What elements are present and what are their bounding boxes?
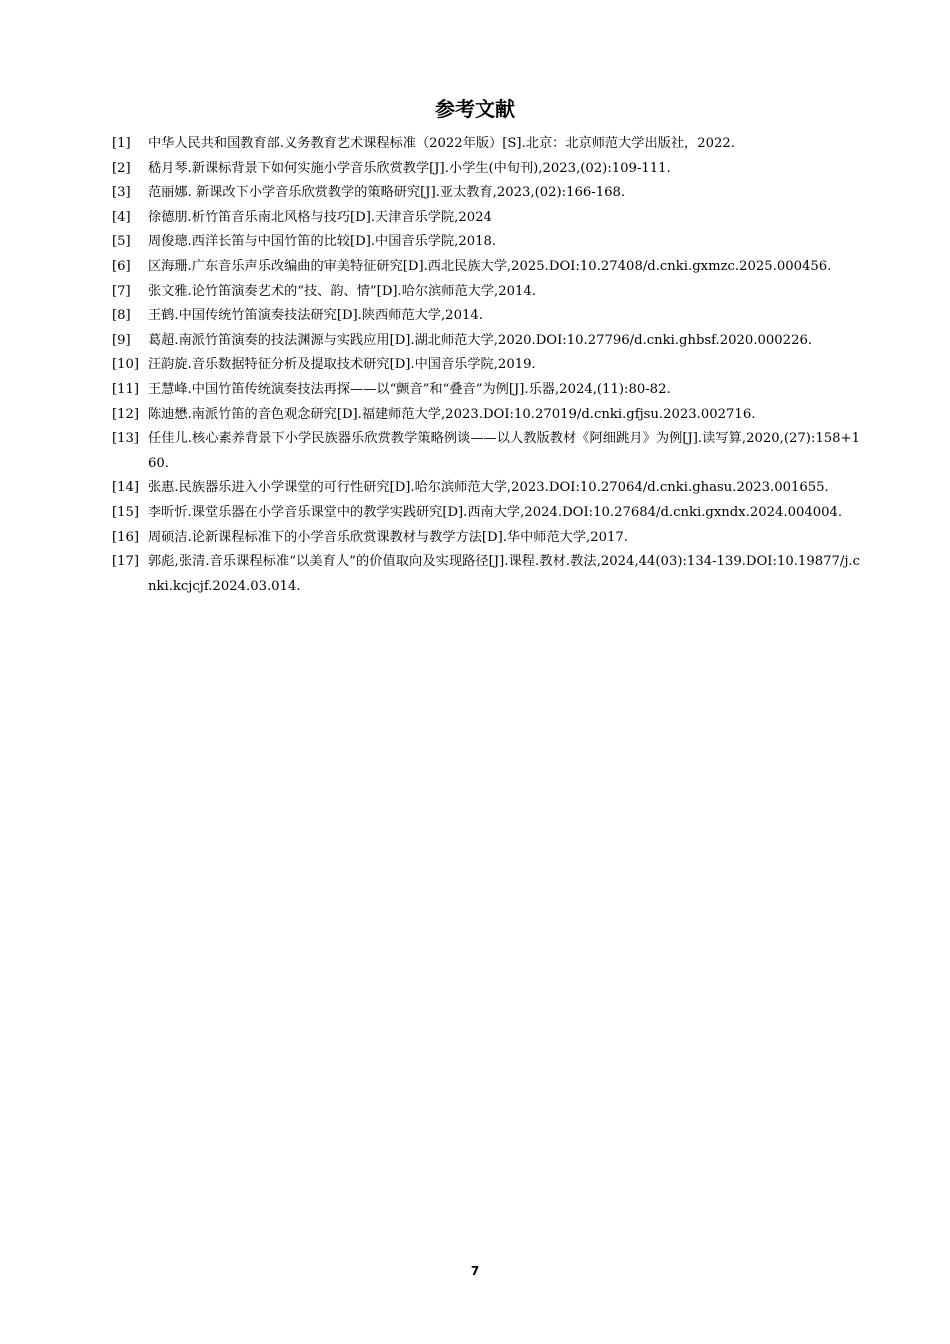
reference-item — [112, 157, 860, 182]
reference-number: [12] — [112, 406, 140, 422]
reference-number: [11] — [112, 381, 140, 397]
reference-number: [9] — [112, 332, 131, 348]
reference-number: [13] — [112, 431, 140, 447]
reference-item — [112, 280, 860, 305]
reference-item — [112, 476, 860, 501]
reference-text: 李昕忻.课堂乐器在小学音乐课堂中的教学实践研究[D].西南大学,2024.DOI:10.27684/d.cnki.gxndx.2024.004004. — [148, 504, 843, 520]
reference-item — [112, 378, 860, 403]
reference-text: 张惠.民族器乐进入小学课堂的可行性研究[D].哈尔滨师范大学,2023.DOI:10.27064/d.cnki.ghasu.2023.001655. — [148, 480, 829, 496]
reference-text: 区海珊.广东音乐声乐改编曲的审美特征研究[D].西北民族大学,2025.DOI:10.27408/d.cnki.gxmzc.2025.000456. — [148, 258, 832, 274]
reference-text: 郭彪,张清.音乐课程标准“以美育人”的价值取向及实现路径[J].课程.教材.教法,2024,44(03):134-139.DOI:10.19877/j.cnki.kcjcjf.2024.03.014. — [148, 554, 860, 594]
reference-item — [112, 353, 860, 378]
reference-item — [112, 181, 860, 206]
reference-number: [14] — [112, 480, 140, 496]
reference-text: 周俊璁.西洋长笛与中国竹笛的比较[D].中国音乐学院,2018. — [148, 234, 497, 250]
reference-item — [112, 550, 860, 599]
reference-item — [112, 255, 860, 280]
reference-item — [112, 427, 860, 476]
page-number: 7 — [470, 1264, 480, 1278]
reference-item — [112, 304, 860, 329]
reference-number: [1] — [112, 136, 131, 151]
page-title: 参考文献 — [435, 97, 515, 121]
reference-list — [112, 132, 860, 599]
reference-number: [5] — [112, 234, 131, 250]
reference-text: 任佳儿.核心素养背景下小学民族器乐欣赏教学策略例谈——以人教版教材《阿细跳月》为例[J].读写算,2020,(27):158+160. — [148, 431, 860, 471]
reference-item — [112, 206, 860, 231]
reference-number: [7] — [112, 283, 131, 299]
reference-text: 葛超.南派竹笛演奏的技法渊源与实践应用[D].湖北师范大学,2020.DOI:10.27796/d.cnki.ghbsf.2020.000226. — [148, 332, 813, 348]
reference-item — [112, 329, 860, 354]
reference-number: [8] — [112, 308, 131, 324]
reference-text: 周硕洁.论新课程标准下的小学音乐欣赏课教材与教学方法[D].华中师范大学,2017. — [148, 529, 629, 545]
reference-number: [6] — [112, 258, 131, 274]
reference-text: 范丽娜. 新课改下小学音乐欣赏教学的策略研究[J].亚太教育,2023,(02):166-168. — [148, 185, 626, 201]
reference-number: [10] — [112, 357, 140, 373]
reference-number: [4] — [112, 209, 131, 225]
reference-item — [112, 230, 860, 255]
reference-text: 汪韵旋.音乐数据特征分析及提取技术研究[D].中国音乐学院,2019. — [148, 357, 536, 373]
reference-item — [112, 403, 860, 428]
reference-text: 王慧峰.中国竹笛传统演奏技法再探——以“颤音”和“叠音”为例[J].乐器,2024,(11):80-82. — [148, 381, 671, 397]
reference-number: [2] — [112, 160, 131, 176]
reference-item — [112, 501, 860, 526]
reference-text: 陈迪懋.南派竹笛的音色观念研究[D].福建师范大学,2023.DOI:10.27019/d.cnki.gfjsu.2023.002716. — [148, 406, 756, 422]
reference-text: 张文雅.论竹笛演奏艺术的“技、韵、情”[D].哈尔滨师范大学,2014. — [148, 283, 536, 299]
reference-text: 徐德朋.析竹笛音乐南北风格与技巧[D].天津音乐学院,2024 — [148, 209, 492, 225]
reference-item — [112, 526, 860, 551]
reference-text: 嵇月琴.新课标背景下如何实施小学音乐欣赏教学[J].小学生(中旬刊),2023,(02):109-111. — [148, 160, 671, 176]
reference-number: [17] — [112, 554, 140, 570]
reference-item — [112, 132, 860, 157]
reference-number: [15] — [112, 504, 140, 520]
reference-text: 王鹤.中国传统竹笛演奏技法研究[D].陕西师范大学,2014. — [148, 308, 483, 324]
reference-text: 中华人民共和国教育部.义务教育艺术课程标准（2022年版）[S].北京：北京师范大学出版社，2022. — [148, 136, 735, 151]
reference-number: [3] — [112, 185, 131, 201]
reference-number: [16] — [112, 529, 140, 545]
